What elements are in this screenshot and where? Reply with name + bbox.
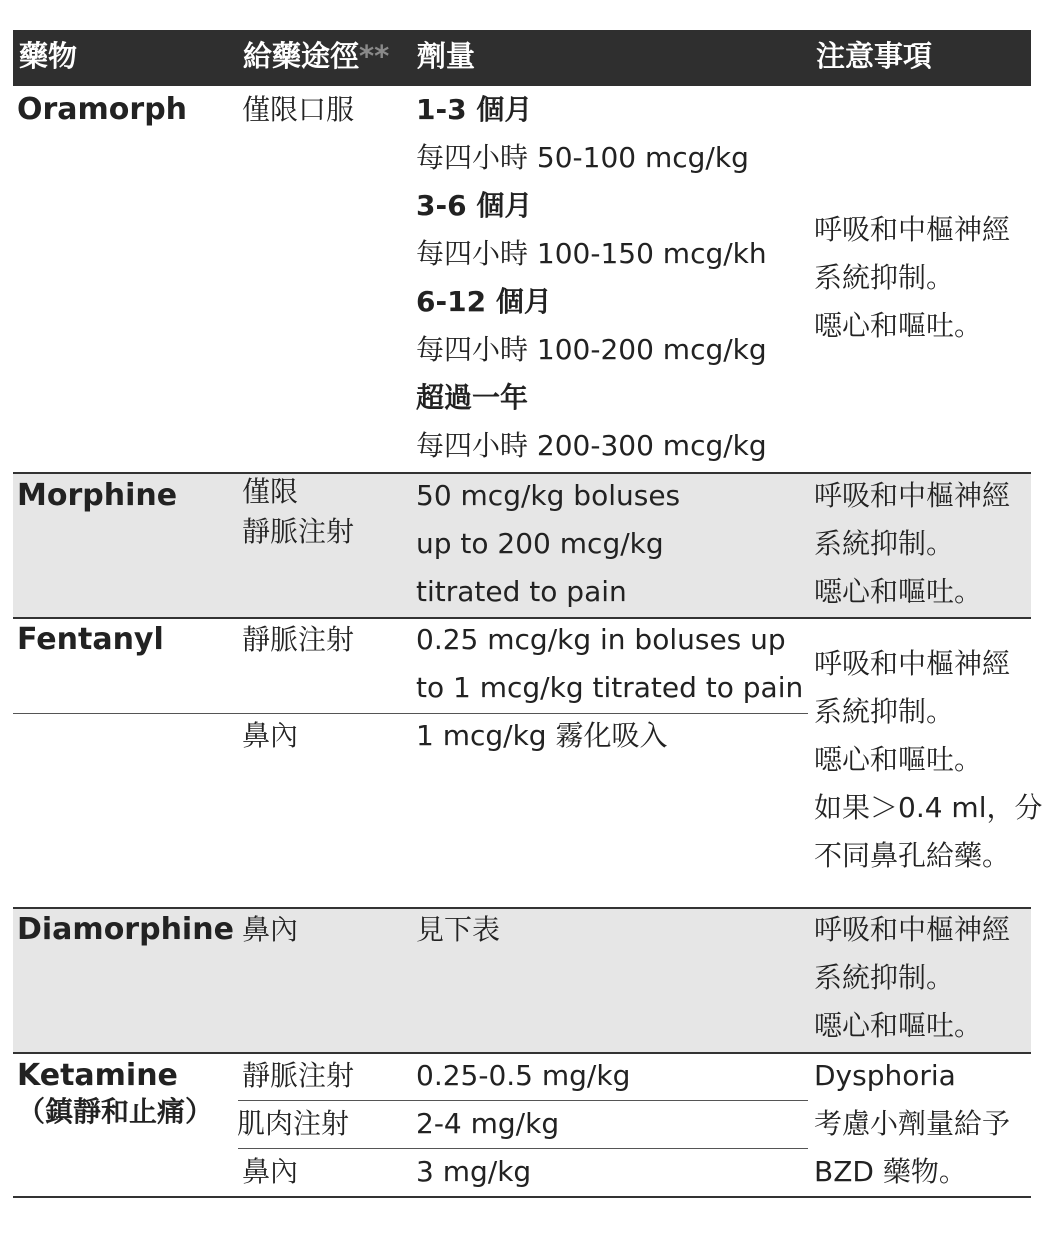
drug-oramorph: Oramorph <box>17 92 188 127</box>
note-line: 系統抑制。 <box>814 695 955 728</box>
route-fentanyl-in: 鼻內 <box>242 719 299 752</box>
age-band: 1-3 個月 <box>416 93 533 126</box>
note-line: 呼吸和中樞神經 <box>814 647 1011 680</box>
drug-morphine: Morphine <box>17 478 178 513</box>
route-ketamine-in: 鼻內 <box>242 1155 299 1188</box>
dose-line: 每四小時 200-300 mcg/kg <box>416 429 767 462</box>
note-line: 噁心和嘔吐。 <box>814 743 983 776</box>
route-ketamine-im: 肌肉注射 <box>237 1107 350 1140</box>
dose-line: to 1 mcg/kg titrated to pain <box>416 671 804 704</box>
route-line: 僅限 <box>242 475 299 508</box>
note-line: 系統抑制。 <box>814 261 955 294</box>
route-ketamine-iv: 靜脈注射 <box>242 1059 355 1092</box>
note-line: 噁心和嘔吐。 <box>814 1009 983 1042</box>
header-dose: 劑量 <box>417 39 476 73</box>
note-line: 考慮小劑量給予 <box>814 1107 1011 1140</box>
header-route-label: 給藥途徑 <box>243 39 360 73</box>
dose-line: 每四小時 100-200 mcg/kg <box>416 333 767 366</box>
route-oramorph: 僅限口服 <box>242 93 355 126</box>
notes-diamorphine <box>814 906 1010 1050</box>
dose-morphine <box>416 472 680 616</box>
note-line: 噁心和嘔吐。 <box>814 575 983 608</box>
note-line: BZD 藥物。 <box>814 1155 967 1188</box>
dose-diamorphine: 見下表 <box>416 913 501 946</box>
dose-fentanyl-in: 1 mcg/kg 霧化吸入 <box>416 719 668 752</box>
age-band: 3-6 個月 <box>416 189 533 222</box>
dose-ketamine-iv: 0.25-0.5 mg/kg <box>416 1059 631 1092</box>
note-line: 呼吸和中樞神經 <box>814 479 1011 512</box>
drug-diamorphine: Diamorphine <box>17 912 234 947</box>
dose-line: 50 mcg/kg boluses <box>416 479 681 512</box>
note-line: 如果＞0.4 ml，分 <box>814 791 1043 824</box>
note-line: Dysphoria <box>814 1059 956 1092</box>
dose-oramorph <box>416 86 767 470</box>
notes-ketamine <box>814 1052 1010 1196</box>
table-bottom-rule <box>13 1196 1031 1198</box>
header-drug: 藥物 <box>19 39 78 73</box>
header-notes: 注意事項 <box>816 39 933 73</box>
route-diamorphine: 鼻內 <box>242 913 299 946</box>
dose-line: titrated to pain <box>416 575 627 608</box>
drug-ketamine: Ketamine <box>17 1058 178 1093</box>
dose-line: 每四小時 50-100 mcg/kg <box>416 141 749 174</box>
dose-line: 每四小時 100-150 mcg/kh <box>416 237 767 270</box>
dose-line: 0.25 mcg/kg in boluses up <box>416 623 786 656</box>
route-line: 靜脈注射 <box>242 515 355 548</box>
note-line: 噁心和嘔吐。 <box>814 309 983 342</box>
drug-fentanyl: Fentanyl <box>17 622 164 657</box>
dose-ketamine-in: 3 mg/kg <box>416 1155 532 1188</box>
dose-fentanyl-iv <box>416 616 803 712</box>
age-band: 超過一年 <box>416 381 529 414</box>
header-route-mark: ** <box>359 39 390 73</box>
table-header <box>13 30 1031 86</box>
note-line: 呼吸和中樞神經 <box>814 213 1011 246</box>
note-line: 不同鼻孔給藥。 <box>814 839 1011 872</box>
notes-oramorph <box>814 206 1010 350</box>
header-route <box>243 38 389 74</box>
dose-ketamine-im: 2-4 mg/kg <box>416 1107 560 1140</box>
note-line: 呼吸和中樞神經 <box>814 913 1011 946</box>
notes-morphine <box>814 472 1010 616</box>
route-morphine <box>242 472 354 552</box>
dose-line: up to 200 mcg/kg <box>416 527 664 560</box>
notes-fentanyl <box>814 640 1043 880</box>
route-fentanyl-iv: 靜脈注射 <box>242 623 355 656</box>
sub-row-divider <box>13 713 808 714</box>
note-line: 系統抑制。 <box>814 961 955 994</box>
age-band: 6-12 個月 <box>416 285 552 318</box>
drug-ketamine-subtitle: （鎮靜和止痛） <box>17 1095 214 1128</box>
note-line: 系統抑制。 <box>814 527 955 560</box>
